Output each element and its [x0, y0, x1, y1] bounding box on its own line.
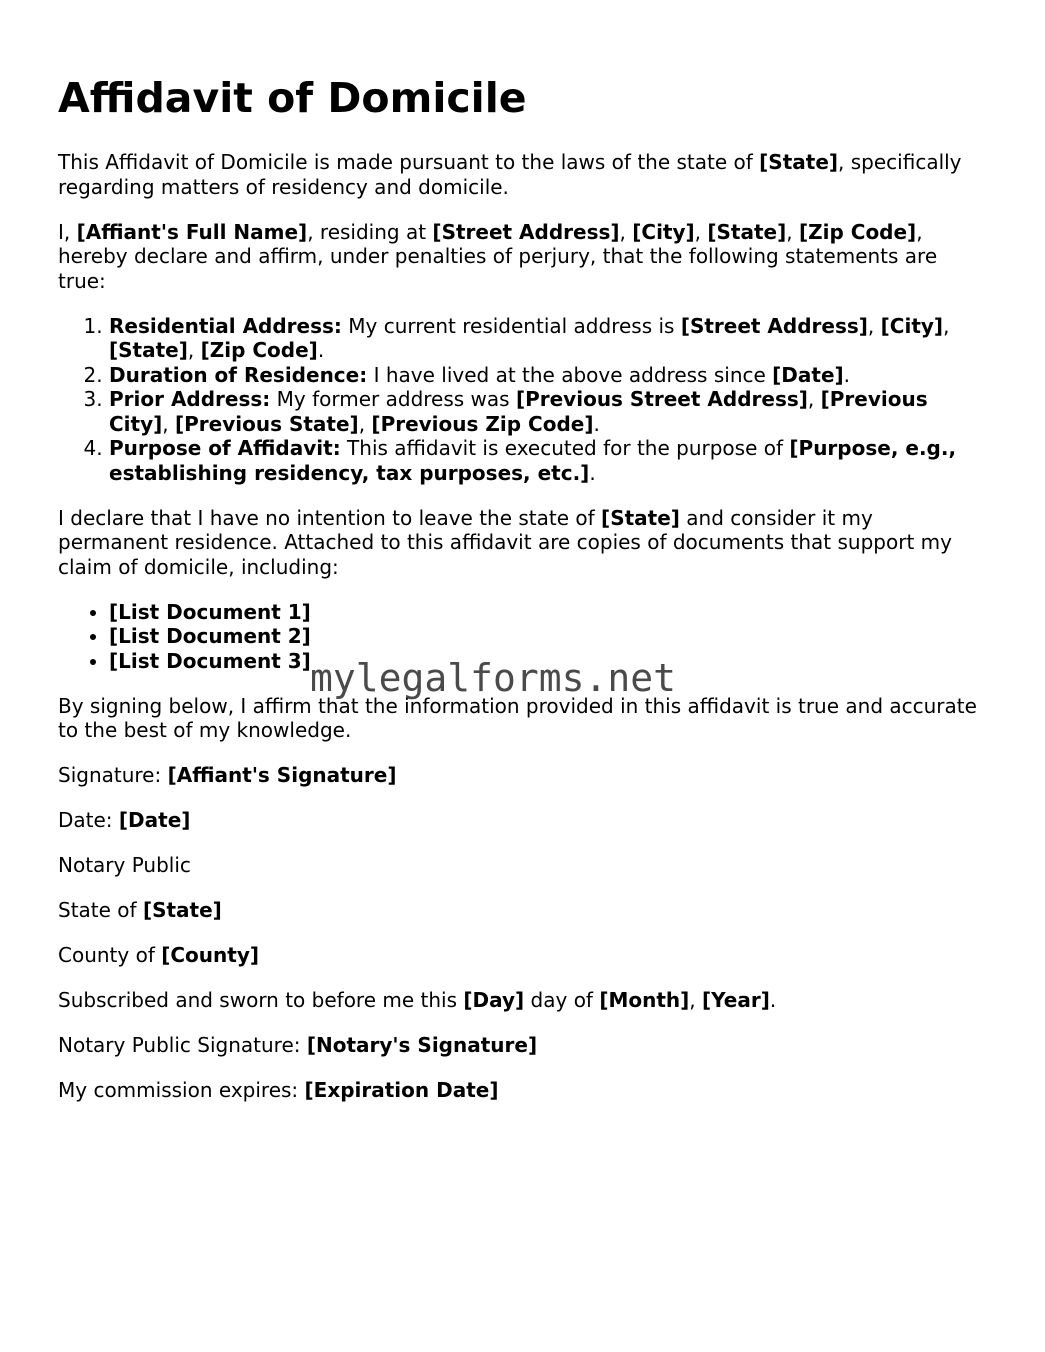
signature-line — [58, 763, 988, 788]
statement-prior-address — [109, 387, 988, 436]
signature-label: Signature: — [58, 763, 168, 787]
document-placeholder: [List Document 2] — [109, 624, 311, 648]
comma: , — [943, 313, 950, 338]
day-placeholder: [Day] — [463, 988, 525, 1012]
expiration-date-placeholder: [Expiration Date] — [304, 1078, 499, 1102]
street-placeholder: [Street Address] — [432, 219, 620, 244]
zip-placeholder: [Zip Code] — [798, 219, 917, 244]
documents-list — [58, 600, 988, 674]
year-placeholder: [Year] — [702, 988, 770, 1012]
zip-placeholder: [Zip Code] — [200, 338, 318, 362]
previous-state-placeholder: [Previous State] — [175, 411, 359, 436]
document-page — [58, 70, 988, 1123]
state-placeholder: [State] — [109, 338, 188, 362]
previous-zip-placeholder: [Previous Zip Code] — [371, 411, 594, 436]
document-placeholder: [List Document 1] — [109, 599, 311, 624]
notary-heading: Notary Public — [58, 853, 191, 877]
county-placeholder: [County] — [161, 943, 260, 967]
statement-text: My former address was — [270, 387, 516, 411]
month-placeholder: [Month] — [599, 988, 690, 1012]
statement-label: Residential Address: — [109, 313, 342, 338]
intro-paragraph — [58, 150, 988, 199]
previous-city-placeholder: [Previous City] — [109, 387, 928, 436]
statement-label: Duration of Residence: — [109, 362, 368, 387]
period: . — [769, 988, 777, 1012]
sworn-line — [58, 988, 988, 1013]
declaration-comma-1: , — [619, 219, 633, 244]
statement-label: Prior Address: — [109, 387, 271, 411]
state-placeholder: [State] — [707, 219, 787, 244]
intent-text-1: I declare that I have no intention to leave the state of — [58, 505, 602, 530]
period: . — [589, 460, 596, 485]
intent-paragraph — [58, 506, 988, 580]
city-placeholder: [City] — [880, 313, 944, 338]
document-title: Affidavit of Domicile — [58, 74, 527, 122]
affirmation-paragraph: By signing below, I affirm that the information provided in this affidavit is true and accurate to the best of my knowledge. — [58, 693, 977, 742]
declaration-comma-3: , — [786, 219, 799, 244]
comma: , — [162, 411, 175, 436]
purpose-placeholder: [Purpose, e.g., establishing residency, tax purposes, etc.] — [109, 436, 957, 485]
declaration-paragraph — [58, 220, 988, 294]
document-item — [109, 624, 988, 649]
street-placeholder: [Street Address] — [680, 313, 868, 338]
commission-label: My commission expires: — [58, 1078, 305, 1102]
state-placeholder: [State] — [601, 505, 680, 530]
notary-county-label: County of — [58, 943, 162, 967]
date-placeholder: [Date] — [772, 362, 844, 387]
document-item — [109, 649, 988, 674]
statement-duration-of-residence — [109, 363, 988, 388]
affiant-name-placeholder: [Affiant's Full Name] — [76, 219, 308, 244]
statement-purpose-of-affidavit — [109, 436, 988, 485]
date-label: Date: — [58, 808, 119, 832]
notary-county-line — [58, 943, 988, 968]
intro-text-1: This Affidavit of Domicile is made pursuant to the laws of the state of — [58, 150, 760, 174]
watermark: mylegalforms.net — [310, 656, 677, 700]
comma: , — [867, 313, 881, 338]
comma: , — [689, 988, 703, 1012]
document-placeholder: [List Document 3] — [109, 648, 311, 673]
period: . — [317, 338, 325, 362]
previous-street-placeholder: [Previous Street Address] — [515, 387, 808, 411]
date-line — [58, 808, 988, 833]
statement-text: This affidavit is executed for the purpose of — [340, 436, 790, 460]
notary-state-line — [58, 898, 988, 923]
notary-signature-line — [58, 1033, 988, 1058]
comma: , — [187, 338, 201, 362]
state-placeholder: [State] — [142, 898, 222, 922]
document-item — [109, 600, 988, 625]
notary-signature-label: Notary Public Signature: — [58, 1033, 307, 1057]
declaration-text-1: I, — [58, 219, 77, 244]
intro-text-2: , specifically regarding matters of residency and domicile. — [58, 150, 962, 199]
intent-text-2: and consider it my permanent residence. Attached to this affidavit are copies of documents that support my claim of domicile, including: — [58, 505, 952, 579]
comma: , — [358, 411, 372, 436]
sworn-text-1: Subscribed and sworn to before me this — [58, 988, 464, 1012]
notary-state-label: State of — [58, 898, 143, 922]
signature-placeholder: [Affiant's Signature] — [167, 763, 397, 787]
sworn-text-2: day of — [524, 988, 600, 1012]
statement-text: I have lived at the above address since — [367, 362, 773, 387]
statement-label: Purpose of Affidavit: — [109, 436, 341, 460]
intro-state-placeholder: [State] — [759, 150, 839, 174]
notary-signature-placeholder: [Notary's Signature] — [306, 1033, 538, 1057]
period: . — [593, 411, 600, 436]
declaration-comma-2: , — [694, 219, 708, 244]
declaration-text-3: , hereby declare and affirm, under penalties of perjury, that the following statements are true: — [58, 219, 938, 293]
statement-text: My current residential address is — [341, 313, 681, 338]
statement-residential-address — [109, 314, 988, 363]
declaration-text-2: , residing at — [307, 219, 433, 244]
statements-list — [58, 314, 988, 486]
date-placeholder: [Date] — [118, 808, 191, 832]
comma: , — [807, 387, 821, 411]
period: . — [843, 362, 851, 387]
commission-line — [58, 1078, 988, 1103]
city-placeholder: [City] — [632, 219, 695, 244]
